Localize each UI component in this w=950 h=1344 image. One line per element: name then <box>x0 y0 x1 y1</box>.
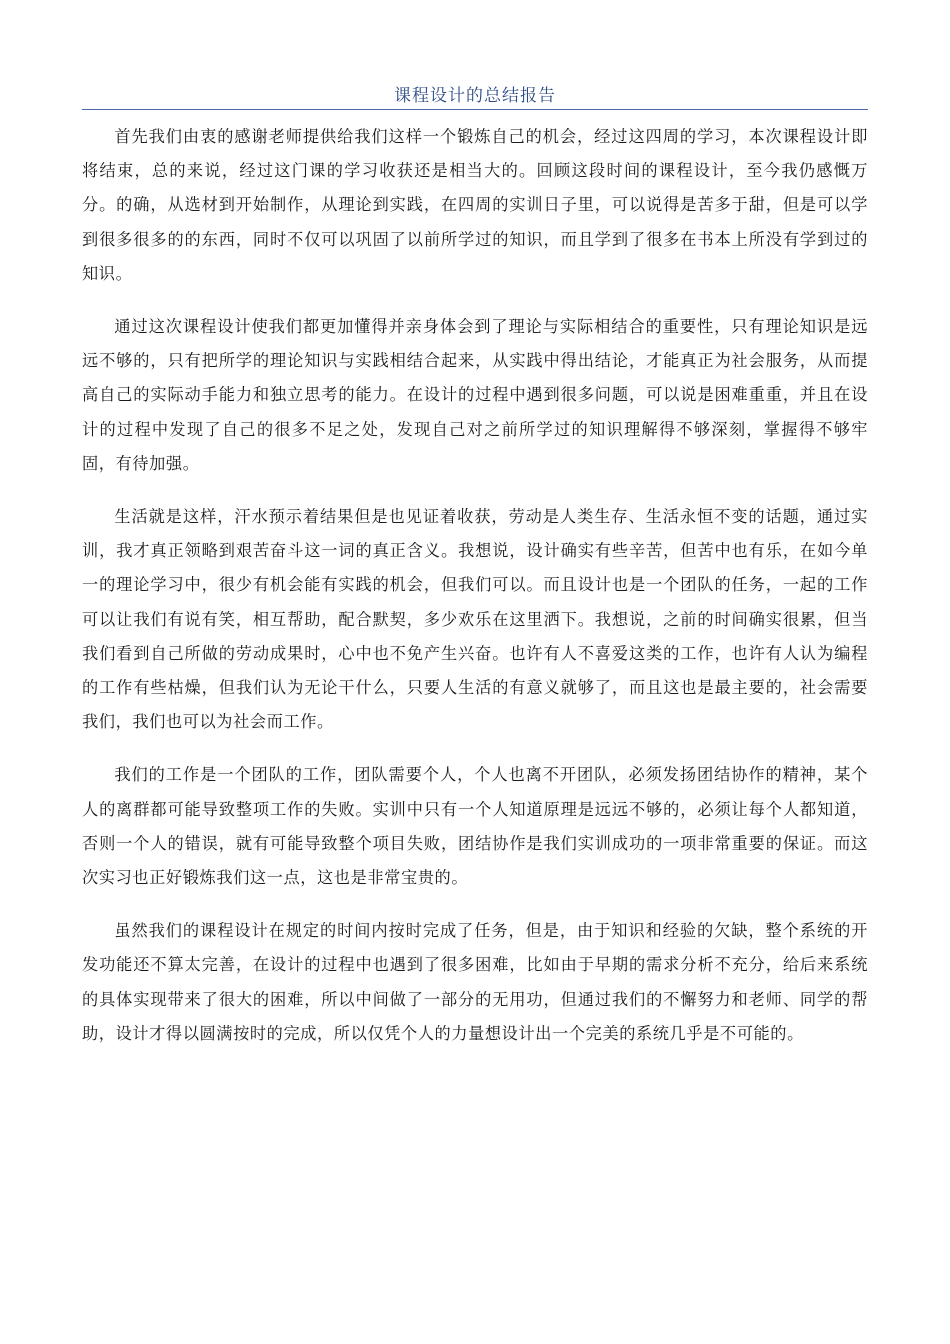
document-title: 课程设计的总结报告 <box>394 86 556 106</box>
paragraph-5: 虽然我们的课程设计在规定的时间内按时完成了任务，但是，由于知识和经验的欠缺，整个系统的开发功能还不算太完善，在设计的过程中也遇到了很多困难，比如由于早期的需求分析不充分，给后来系统的具体实现带来了很大的困难，所以中间做了一部分的无用功，但通过我们的不懈努力和老师、同学的帮助，设计才得以圆满按时的完成，所以仅凭个人的力量想设计出一个完美的系统几乎是不可能的。 <box>82 921 868 1043</box>
paragraph-1: 首先我们由衷的感谢老师提供给我们这样一个锻炼自己的机会，经过这四周的学习，本次课程设计即将结束，总的来说，经过这门课的学习收获还是相当大的。回顾这段时间的课程设计，至今我仍感慨万分。的确，从选材到开始制作，从理论到实践，在四周的实训日子里，可以说得是苦多于甜，但是可以学到很多很多的的东西，同时不仅可以巩固了以前所学过的知识，而且学到了很多在书本上所没有学到过的知识。 <box>82 127 868 283</box>
title-underline <box>82 109 868 110</box>
paragraph-3: 生活就是这样，汗水预示着结果但是也见证着收获，劳动是人类生存、生活永恒不变的话题，通过实训，我才真正领略到艰苦奋斗这一词的真正含义。我想说，设计确实有些辛苦，但苦中也有乐，在如今单一的理论学习中，很少有机会能有实践的机会，但我们可以。而且设计也是一个团队的任务，一起的工作可以让我们有说有笑，相互帮助，配合默契，多少欢乐在这里洒下。我想说，之前的时间确实很累，但当我们看到自己所做的劳动成果时，心中也不免产生兴奋。也许有人不喜爱这类的工作，也许有人认为编程的工作有些枯燥，但我们认为无论干什么，只要人生活的有意义就够了，而且这也是最主要的，社会需要我们，我们也可以为社会而工作。 <box>82 507 868 732</box>
paragraph-4: 我们的工作是一个团队的工作，团队需要个人，个人也离不开团队，必须发扬团结协作的精神，某个人的离群都可能导致整项工作的失败。实训中只有一个人知道原理是远远不够的，必须让每个人都知道，否则一个人的错误，就有可能导致整个项目失败，团结协作是我们实训成功的一项非常重要的保证。而这次实习也正好锻炼我们这一点，这也是非常宝贵的。 <box>82 765 868 888</box>
paragraph-2: 通过这次课程设计使我们都更加懂得并亲身体会到了理论与实际相结合的重要性，只有理论知识是远远不够的，只有把所学的理论知识与实践相结合起来，从实践中得出结论，才能真正为社会服务，从而提高自己的实际动手能力和独立思考的能力。在设计的过程中遇到很多问题，可以说是困难重重，并且在设计的过程中发现了自己的很多不足之处，发现自己对之前所学过的知识理解得不够深刻，掌握得不够牢固，有待加强。 <box>82 317 868 473</box>
document-body <box>82 120 868 1070</box>
